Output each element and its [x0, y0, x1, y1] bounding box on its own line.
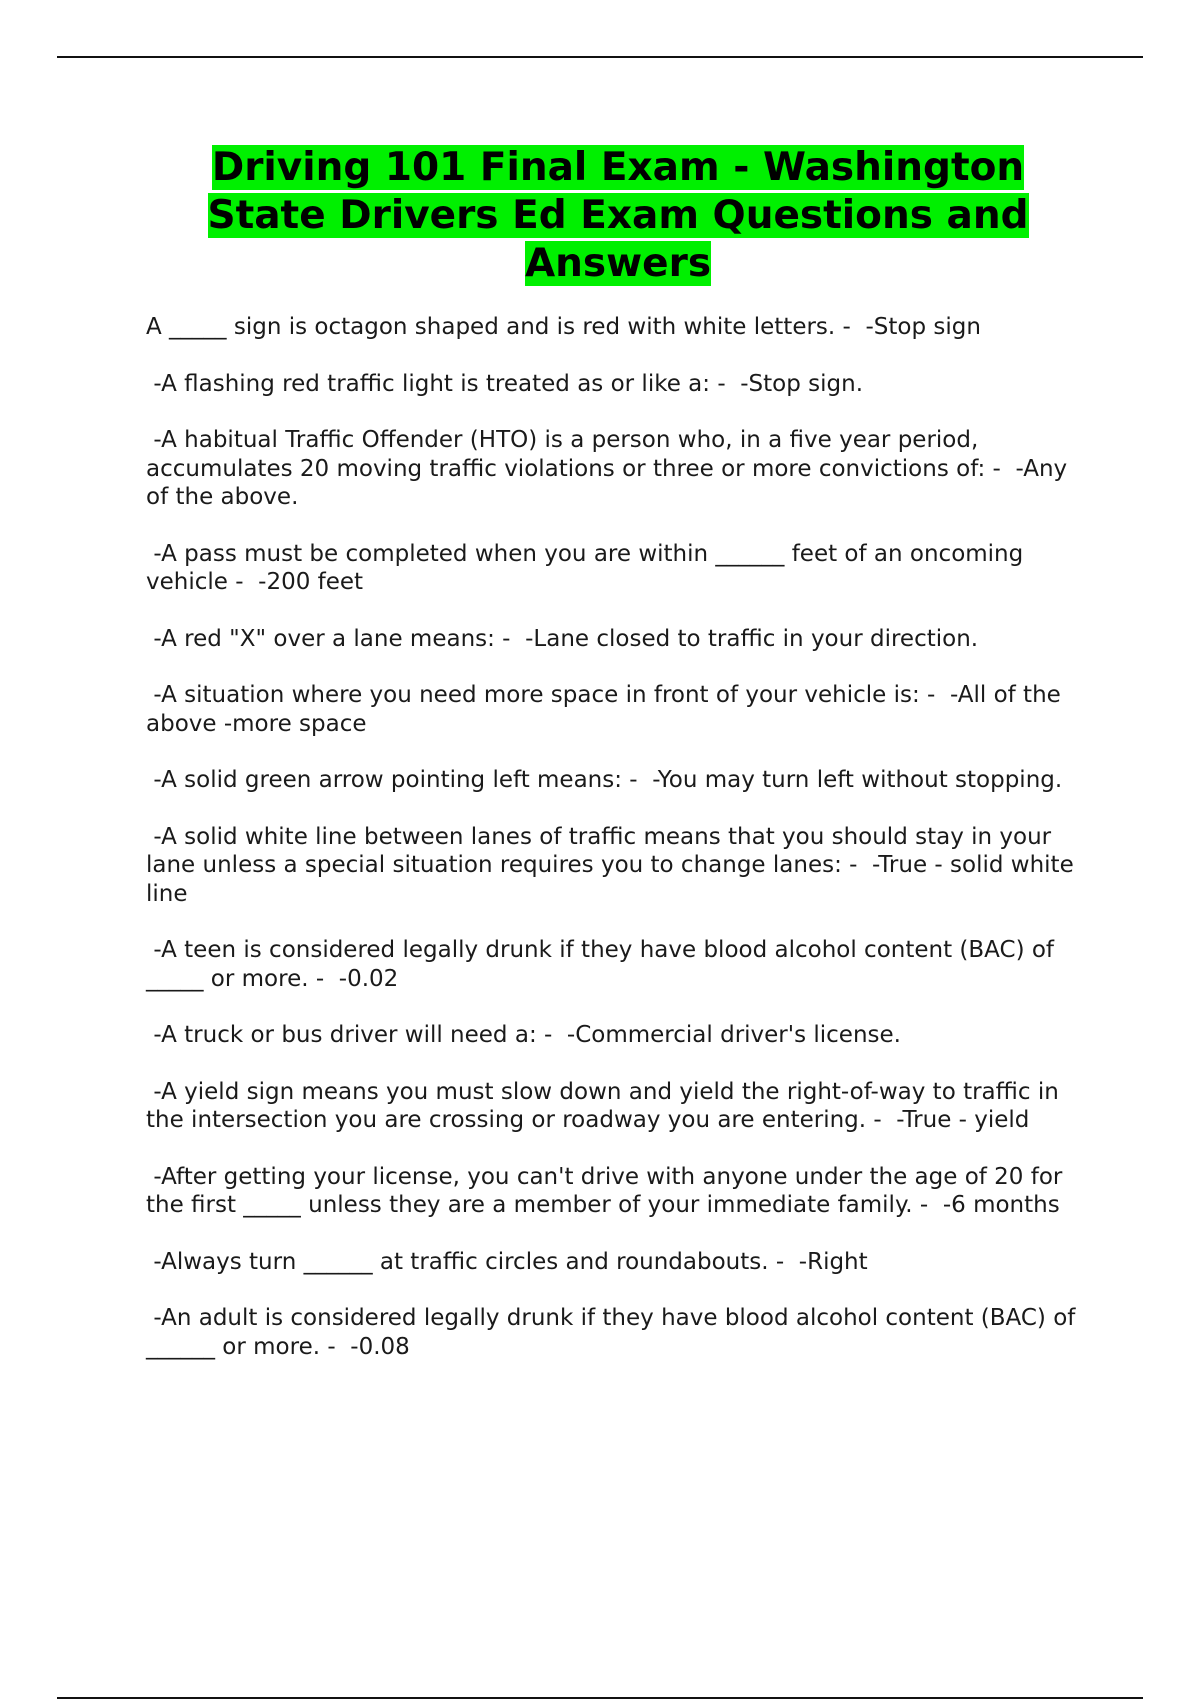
qa-item: -A teen is considered legally drunk if they have blood alcohol content (BAC) of _____ or more. - -0.02: [146, 937, 1062, 992]
qa-item: -A solid white line between lanes of traffic means that you should stay in your lane unless a special situation requires you to change lanes: - -True - solid white line: [146, 823, 1082, 907]
qa-item: -Always turn ______ at traffic circles and roundabouts. - -Right: [146, 1248, 868, 1275]
qa-item: -An adult is considered legally drunk if they have blood alcohol content (BAC) of ______ or more. - -0.08: [146, 1305, 1083, 1360]
top-rule: [57, 56, 1143, 58]
qa-list: [146, 313, 1086, 1389]
qa-item: -A habitual Traffic Offender (HTO) is a person who, in a five year period, accumulates 20 moving traffic violations or three or more convictions of: - -Any of the above.: [146, 427, 1075, 510]
qa-item: -A pass must be completed when you are within ______ feet of an oncoming vehicle - -200 feet: [146, 540, 1031, 595]
qa-item: -A red "X" over a lane means: - -Lane closed to traffic in your direction.: [146, 625, 979, 652]
title-block: [146, 144, 1090, 288]
document-title: Driving 101 Final Exam - Washington State Drivers Ed Exam Questions and Answers: [207, 145, 1029, 286]
bottom-rule: [57, 1697, 1143, 1699]
qa-item: -A yield sign means you must slow down and yield the right-of-way to traffic in the intersection you are crossing or roadway you are entering. - -True - yield: [146, 1078, 1067, 1133]
qa-item: -After getting your license, you can't drive with anyone under the age of 20 for the first _____ unless they are a member of your immediate family. - -6 months: [146, 1163, 1070, 1218]
qa-item: -A flashing red traffic light is treated as or like a: - -Stop sign.: [146, 370, 864, 397]
qa-item: A _____ sign is octagon shaped and is red with white letters. - -Stop sign: [146, 314, 981, 340]
qa-item: -A truck or bus driver will need a: - -Commercial driver's license.: [146, 1022, 901, 1048]
qa-item: -A situation where you need more space in front of your vehicle is: - -All of the above -more space: [146, 682, 1069, 737]
qa-item: -A solid green arrow pointing left means: - -You may turn left without stopping.: [146, 767, 1063, 793]
